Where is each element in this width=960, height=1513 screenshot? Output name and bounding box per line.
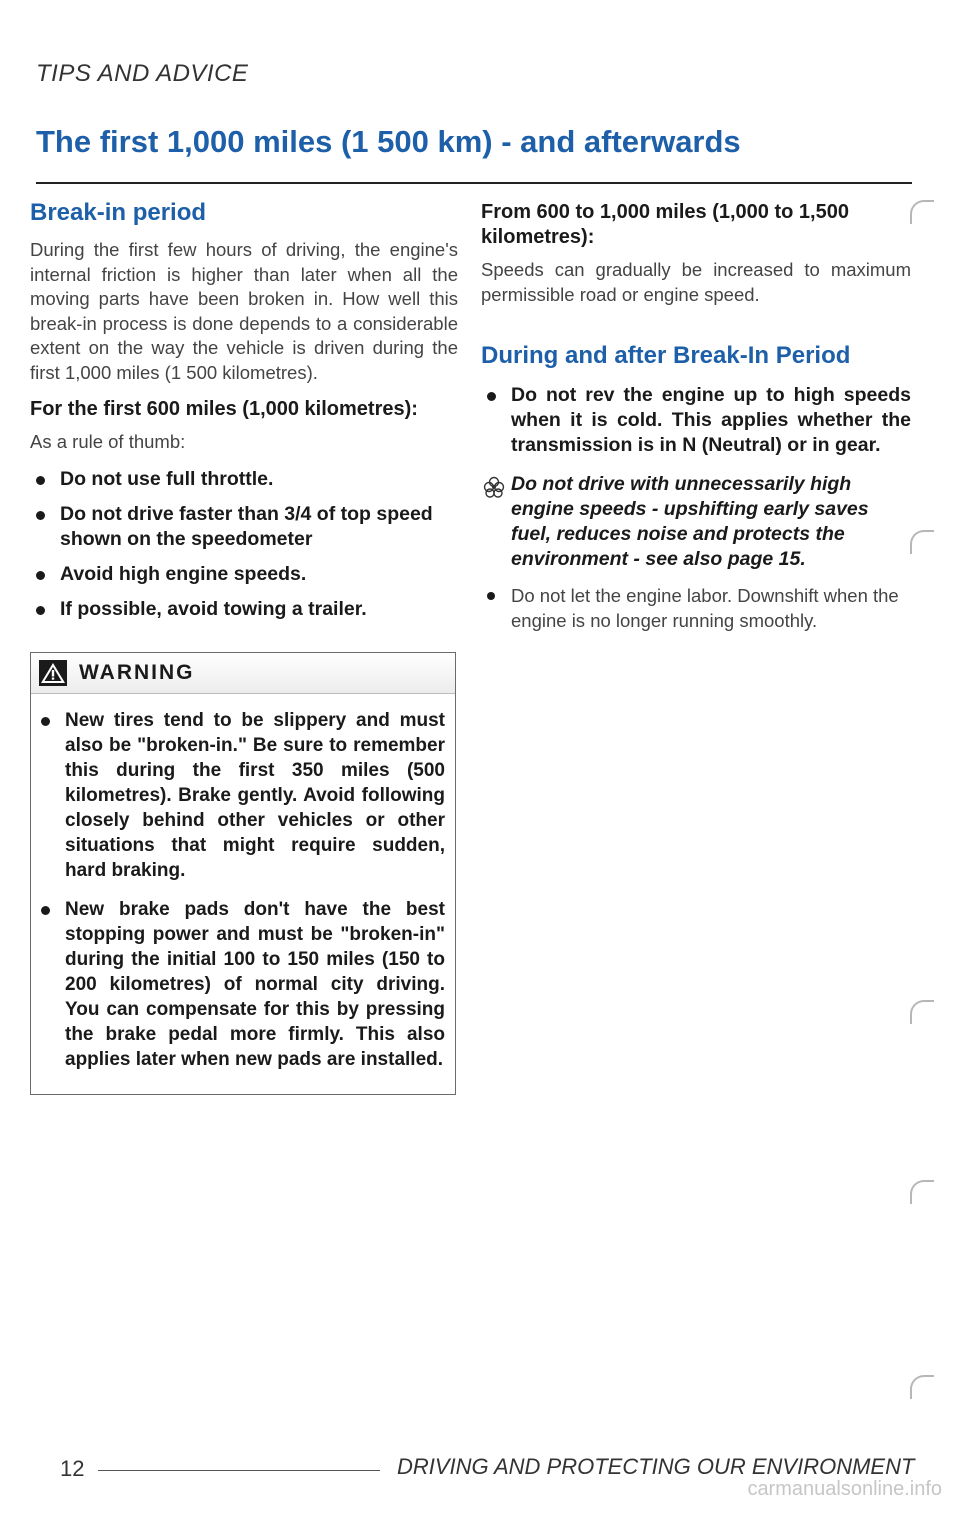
rule-of-thumb: As a rule of thumb: bbox=[30, 431, 186, 452]
footer-rule bbox=[98, 1470, 380, 1471]
warning-box bbox=[30, 652, 456, 1095]
warning-body bbox=[31, 694, 455, 1094]
warning-title: WARNING bbox=[79, 660, 195, 684]
margin-mark bbox=[910, 1000, 934, 1024]
bullet-top-speed: Do not drive faster than 3/4 of top speed shown on the speedometer bbox=[30, 502, 458, 552]
from-600-subheading: From 600 to 1,000 miles (1,000 to 1,500 kilometres): bbox=[481, 201, 849, 248]
break-in-intro: During the first few hours of driving, the engine's internal friction is higher than later when all the moving parts have been broken in. How well this break-in process is done depends to a considerable extent on the way the vehicle is driven during the first 1,000 miles (1 500 kilometres). bbox=[30, 239, 458, 383]
eco-tip bbox=[481, 472, 911, 572]
from-600-text: Speeds can gradually be increased to maximum permissible road or engine speed. bbox=[481, 259, 911, 305]
environment-tip-icon bbox=[481, 474, 507, 500]
margin-mark bbox=[910, 530, 934, 554]
bullet-full-throttle: Do not use full throttle. bbox=[30, 467, 458, 492]
left-column bbox=[30, 198, 458, 1095]
after-break-in-heading: During and after Break-In Period bbox=[481, 342, 851, 369]
watermark: carmanualsonline.info bbox=[747, 1478, 942, 1500]
margin-mark bbox=[910, 200, 934, 224]
first-600-subheading: For the first 600 miles (1,000 kilometres): bbox=[30, 398, 418, 420]
page-number: 12 bbox=[60, 1456, 85, 1481]
warning-header bbox=[31, 653, 455, 694]
right-column bbox=[481, 198, 911, 643]
page-title: The first 1,000 miles (1 500 km) - and afterwards bbox=[36, 124, 741, 159]
eco-tip-text: Do not drive with unnecessarily high engine speeds - upshifting early saves fuel, reduces noise and protects the environment - see also page 15. bbox=[511, 473, 869, 570]
margin-mark bbox=[910, 1180, 934, 1204]
bullet-rev-cold: Do not rev the engine up to high speeds when it is cold. This applies whether the transmission is in N (Neutral) or in gear. bbox=[481, 383, 911, 458]
title-divider bbox=[36, 182, 912, 184]
break-in-heading: Break-in period bbox=[30, 199, 207, 226]
chapter-title: DRIVING AND PROTECTING OUR ENVIRONMENT bbox=[397, 1454, 915, 1479]
section-header: TIPS AND ADVICE bbox=[36, 60, 249, 87]
bullet-trailer: If possible, avoid towing a trailer. bbox=[30, 597, 458, 622]
bullet-engine-speeds: Avoid high engine speeds. bbox=[30, 562, 458, 587]
warning-item-tires: New tires tend to be slippery and must also be "broken-in." Be sure to remember this during the first 350 miles (500 kilometres). Brake gently. Avoid following closely behind other vehicles or other situations that might require sudden, hard braking. bbox=[35, 708, 445, 883]
warning-item-brake-pads: New brake pads don't have the best stopping power and must be "broken-in" during the initial 100 to 150 miles (150 to 200 kilometres) of normal city driving. You can compensate for this by pressing the brake pedal more firmly. This also applies later when new pads are installed. bbox=[35, 897, 445, 1072]
margin-mark bbox=[910, 1375, 934, 1399]
bullet-engine-labor: Do not let the engine labor. Downshift when the engine is no longer running smoothly. bbox=[481, 584, 911, 633]
warning-triangle-icon bbox=[39, 660, 67, 686]
